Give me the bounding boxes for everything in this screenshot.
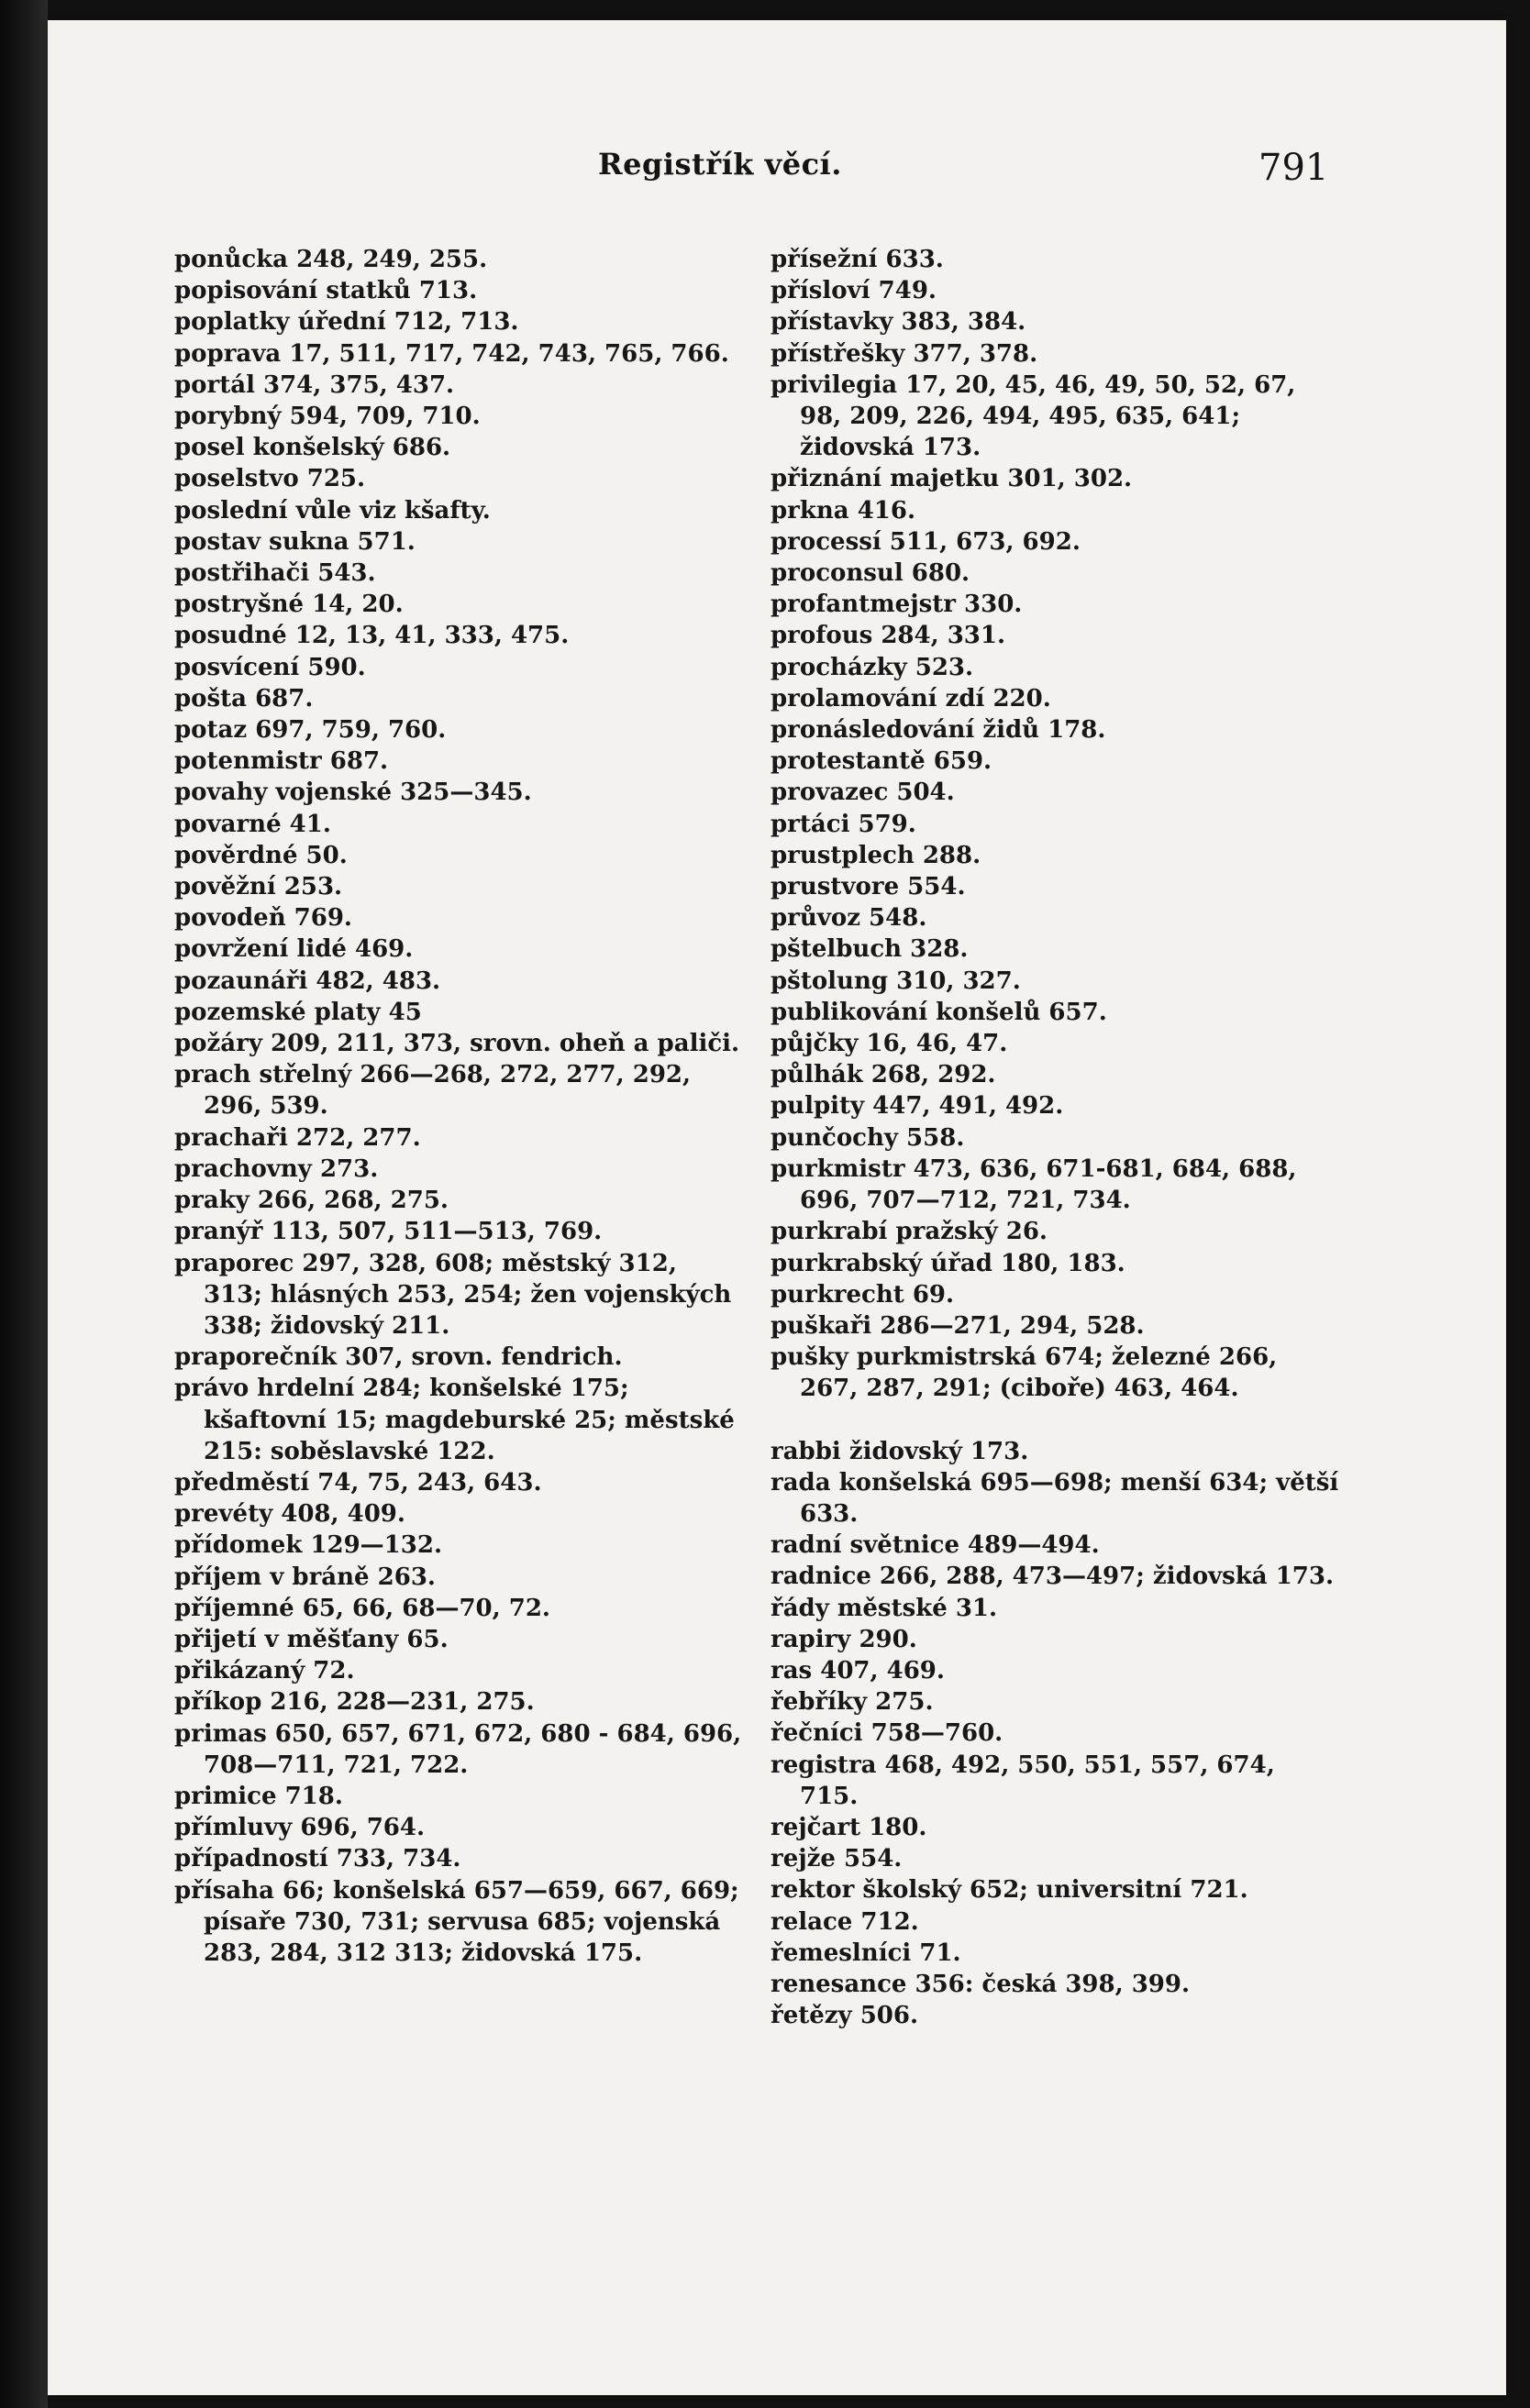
index-entry: přídomek 129—132. <box>174 1531 442 1560</box>
index-entry: postřihači 543. <box>174 559 376 588</box>
index-entry: purkrecht 69. <box>771 1280 955 1309</box>
section-gap <box>771 1405 1339 1436</box>
index-entry: povodeň 769. <box>174 904 352 933</box>
index-entry: puškaři 286—271, 294, 528. <box>771 1311 1145 1340</box>
index-entry: pštelbuch 328. <box>771 935 969 964</box>
index-entry: rejčart 180. <box>771 1813 927 1841</box>
index-entry: řetězy 506. <box>771 2002 919 2030</box>
index-entry: půlhák 268, 292. <box>771 1061 996 1089</box>
index-entry: potenmistr 687. <box>174 747 389 776</box>
index-entry: řečníci 758—760. <box>771 1719 1003 1748</box>
index-entry: poslední vůle viz kšafty. <box>174 496 491 525</box>
index-entry: purkrabí pražský 26. <box>771 1218 1048 1246</box>
index-entry: porybný 594, 709, 710. <box>174 403 481 431</box>
index-column-right <box>771 244 1339 2031</box>
index-entry: přísežní 633. <box>771 246 944 273</box>
index-entry: prolamování zdí 220. <box>771 684 1051 712</box>
index-entry: řebříky 275. <box>771 1688 934 1717</box>
index-entry: povarné 41. <box>174 810 331 838</box>
index-entry: průvoz 548. <box>771 904 927 933</box>
index-entry: příjem v bráně 263. <box>174 1563 436 1591</box>
index-entry: řemeslníci 71. <box>771 1939 961 1967</box>
book-spine-shadow <box>0 0 48 2408</box>
index-entry: příjemné 65, 66, 68—70, 72. <box>174 1594 550 1622</box>
index-entry: pušky purkmistrská 674; železné 266, 267, 287, 291; (ciboře) 463, 464. <box>771 1343 1278 1403</box>
index-entry: pověžní 253. <box>174 873 343 901</box>
index-entry: řády městské 31. <box>771 1594 998 1622</box>
index-entry: pozaunáři 482, 483. <box>174 967 441 995</box>
index-entry: posudné 12, 13, 41, 333, 475. <box>174 622 570 650</box>
index-entry: pozemské platy 45 <box>174 998 422 1026</box>
index-entry: postav sukna 571. <box>174 527 416 556</box>
index-entry: primice 718. <box>174 1782 343 1810</box>
index-entry: pulpity 447, 491, 492. <box>771 1092 1064 1121</box>
index-entry: radní světnice 489—494. <box>771 1531 1100 1560</box>
index-entry: přijetí v měšťany 65. <box>174 1625 449 1653</box>
index-entry: rektor školský 652; universitní 721. <box>771 1876 1248 1905</box>
page-number: 791 <box>1258 147 1329 189</box>
index-entry: potaz 697, 759, 760. <box>174 716 447 745</box>
index-entry: praky 266, 268, 275. <box>174 1187 449 1215</box>
index-entry: posvícení 590. <box>174 653 366 681</box>
index-column-left <box>174 244 743 1969</box>
index-entry: povahy vojenské 325—345. <box>174 779 532 807</box>
index-entry: profantmejstr 330. <box>771 591 1023 619</box>
index-entry: přísloví 749. <box>771 277 937 305</box>
index-entry: přiznání majetku 301, 302. <box>771 465 1133 493</box>
index-entry: purkmistr 473, 636, 671-681, 684, 688, 696, 707—712, 721, 734. <box>771 1154 1297 1215</box>
index-entry: prach střelný 266—268, 272, 277, 292, 296, 539. <box>174 1061 692 1121</box>
index-entry: posel konšelský 686. <box>174 434 451 462</box>
index-entry: rejže 554. <box>771 1845 903 1873</box>
index-entry: portál 374, 375, 437. <box>174 370 455 399</box>
index-entry: poselstvo 725. <box>174 465 366 493</box>
index-entry: případností 733, 734. <box>174 1845 461 1873</box>
index-entry: poprava 17, 511, 717, 742, 743, 765, 766. <box>174 339 729 368</box>
index-entry: postryšné 14, 20. <box>174 591 404 619</box>
index-entry: prachovny 273. <box>174 1154 379 1183</box>
index-entry: renesance 356: česká 398, 399. <box>771 1970 1191 1998</box>
index-entry: popisování statků 713. <box>174 277 478 305</box>
index-entry: prustplech 288. <box>771 841 981 869</box>
index-entry: přímluvy 696, 764. <box>174 1814 426 1842</box>
index-entry: přísaha 66; konšelská 657—659, 667, 669; písaře 730, 731; servusa 685; vojenská 283, 284, 312 313; židovská 175. <box>174 1876 739 1967</box>
index-entry: přikázaný 72. <box>174 1657 355 1685</box>
index-entry: primas 650, 657, 671, 672, 680 - 684, 696, 708—711, 721, 722. <box>174 1719 742 1779</box>
index-entry: přístavky 383, 384. <box>771 308 1026 337</box>
index-entry: předměstí 74, 75, 243, 643. <box>174 1468 542 1497</box>
index-entry: registra 468, 492, 550, 551, 557, 674, 715. <box>771 1751 1275 1810</box>
index-entry: prustvore 554. <box>771 873 966 901</box>
index-entry: prkna 416. <box>771 496 916 525</box>
index-entry: prtáci 579. <box>771 810 916 838</box>
index-entry: profous 284, 331. <box>771 622 1006 650</box>
index-entry: publikování konšelů 657. <box>771 998 1107 1026</box>
index-entry: processí 511, 673, 692. <box>771 527 1081 556</box>
index-entry: provazec 504. <box>771 779 955 807</box>
index-entry: pštolung 310, 327. <box>771 967 1021 995</box>
index-entry: prevéty 408, 409. <box>174 1500 405 1529</box>
index-entry: půjčky 16, 46, 47. <box>771 1030 1008 1058</box>
index-entry: purkrabský úřad 180, 183. <box>771 1249 1125 1277</box>
index-entry: pranýř 113, 507, 511—513, 769. <box>174 1218 603 1246</box>
index-entry: proconsul 680. <box>771 559 970 588</box>
index-entry: poplatky úřední 712, 713. <box>174 308 519 337</box>
index-entry: rapiry 290. <box>771 1625 917 1653</box>
index-entry: pověrdné 50. <box>174 841 348 869</box>
index-entry: rabbi židovský 173. <box>771 1437 1029 1465</box>
index-entry: požáry 209, 211, 373, srovn. oheň a paliči. <box>174 1030 740 1058</box>
index-entry: povržení lidé 469. <box>174 935 414 964</box>
index-entry: privilegia 17, 20, 45, 46, 49, 50, 52, 67, 98, 209, 226, 494, 495, 635, 641; židovská 173. <box>771 370 1296 462</box>
index-entry: relace 712. <box>771 1907 919 1936</box>
index-entry: ras 407, 469. <box>771 1656 945 1684</box>
index-entry: praporečník 307, srovn. fendrich. <box>174 1343 623 1372</box>
index-entry: příkop 216, 228—231, 275. <box>174 1688 535 1717</box>
index-entry: rada konšelská 695—698; menší 634; větší 633. <box>771 1468 1339 1528</box>
index-entry: radnice 266, 288, 473—497; židovská 173. <box>771 1563 1335 1591</box>
index-entry: pošta 687. <box>174 684 314 712</box>
index-entry: protestantě 659. <box>771 747 992 776</box>
index-entry: praporec 297, 328, 608; městský 312, 313; hlásných 253, 254; žen vojenských 338; židovský 211. <box>174 1249 732 1340</box>
index-entry: pronásledování židů 178. <box>771 716 1106 745</box>
index-entry: punčochy 558. <box>771 1123 965 1152</box>
index-entry: procházky 523. <box>771 653 974 681</box>
index-entry: přístřešky 377, 378. <box>771 339 1038 368</box>
index-entry: prachaři 272, 277. <box>174 1123 421 1152</box>
index-entry: právo hrdelní 284; konšelské 175; kšaftovní 15; magdeburské 25; městské 215: soběslavské 122. <box>174 1375 735 1465</box>
index-entry: ponůcka 248, 249, 255. <box>174 246 488 273</box>
running-header-title: Registřík věcí. <box>598 147 842 182</box>
